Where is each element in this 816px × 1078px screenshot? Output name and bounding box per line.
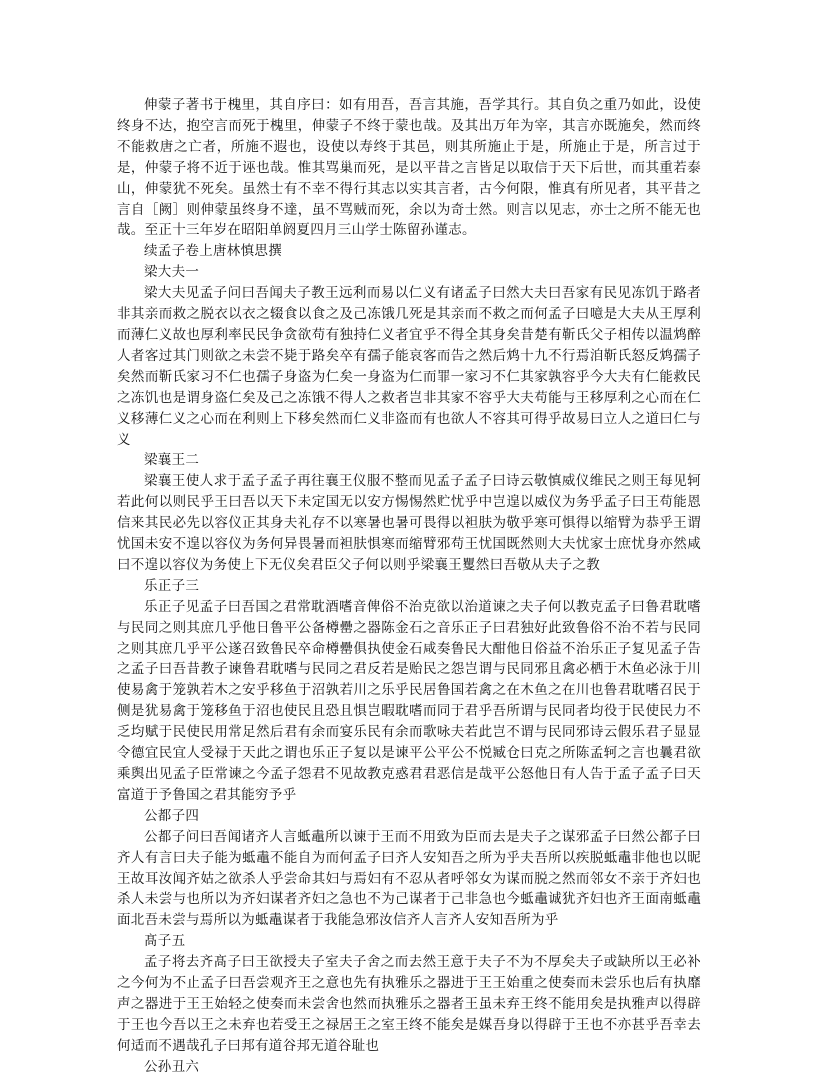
section-title: 梁襄王二 <box>144 452 200 469</box>
section-title: 公都子四 <box>144 807 200 824</box>
section-title: 公孙丑六 <box>144 1058 200 1075</box>
section-title: 乐正子三 <box>144 577 200 594</box>
section-text: 梁大夫见孟子问曰吾闻夫子教王远利而易以仁义有诸孟子曰然大夫曰吾家有民见冻饥于路者非其亲而救之脱衣以衣之辍食以食之及己冻饿几死是其亲而不救之而何孟子曰噫是大夫从王厚利而薄仁义故也厚利率民民争贪欲苟有独持仁义者宜乎不得全其身矣昔楚有靳氏父子相传以温鸩醉人者客过其门则欲之未尝不毙于路矣卒有孺子能哀客而告之然后鸩十九不行焉洎靳氏怒反鸩孺子矣然而靳氏家习不仁也孺子身盗为仁矣一身盗为仁而罪一家习不仁其家孰容乎今大夫有仁能救民之冻饥也是谓身盗仁矣及己之冻饿不得人之救者岂非其家不容乎大夫苟能与王移厚利之心而在仁义移薄仁义之心而在利则上下移矣然而仁义非盗而有也欲人不容其可得乎故易曰立人之道曰仁与义 <box>117 285 701 448</box>
document-page <box>117 95 701 1078</box>
section-title: 梁大夫一 <box>144 264 200 281</box>
section-text: 乐正子见孟子曰吾国之君常耽酒嗜音俾俗不治克欲以治道谏之夫子何以教克孟子曰鲁君耽嗜与民同之则其庶几乎他日鲁平公备樽罍之器陈金石之音乐正子曰君独好此致鲁俗不治不若与民同之则其庶几乎平公遂召致鲁民卒命樽罍俱执使金石咸奏鲁民大酣他日俗益不治乐正子复见孟子告之孟子曰吾昔教子谏鲁君耽嗜与民同之君反若是贻民之怨岂谓与民同邪且禽必栖于木鱼必泳于川使易禽于笼孰若木之安乎移鱼于沼孰若川之乐乎民居鲁国若禽之在木鱼之在川也鲁君耽嗜召民于侧是犹易禽于笼移鱼于沼也使民且恐且惧岂暇耽嗜而同于君乎吾所谓与民同者均役于民使民力不乏均赋于民使民用常足然后君有余而宴乐民有余而歌咏夫若此岂不谓与民同邪诗云假乐君子显显令德宜民宜人受禄于天此之谓也乐正子复以是谏平公平公不悦臧仓曰克之所陈孟轲之言也曩君欲乘舆出见孟子臣常谏之今孟子怨君不见故教克惑君君恶信是哉平公怒他日有人告于孟子孟子曰天富道于予鲁国之君其能穷予乎 <box>117 598 701 803</box>
section-title: 髙子五 <box>144 933 186 950</box>
section-text: 公都子问曰吾闻诸齐人言蚳鼃所以谏于王而不用致为臣而去是夫子之谋邪孟子曰然公都子曰齐人有言曰夫子能为蚳鼃不能自为而何孟子曰齐人安知吾之所为乎夫吾所以疾脱蚳鼃非他也以昵王故耳汝闻齐姑之欲杀人乎尝命其妇与焉妇有不忍从者呼邻女为谋而脱之然而邻女不亲于齐妇也杀人未尝与也所以为齐妇谋者齐妇之急也不为己谋者于己非急也今蚳鼃诚犹齐妇也齐王面南蚳鼃面北吾未尝与焉所以为蚳鼃谋者于我能急邪汝信齐人言齐人安知吾所为乎 <box>117 828 701 929</box>
volume-title: 续孟子卷上唐林慎思撰 <box>144 243 282 260</box>
section-text: 梁襄王使人求于孟子孟子再往襄王仪服不整而见孟子孟子曰诗云敬慎威仪维民之则王每见轲若此何以则民乎王曰吾以天下未定国无以安方惕惕然贮忧乎中岂遑以威仪为务乎孟子曰王苟能恩信来其民必先以容仪正其身夫礼存不以寒暑也暑可畏得以袒肤为敬乎寒可惧得以缩臂为恭乎王谓忧国未安不遑以容仪为务何异畏暑而袒肤惧寒而缩臂邪苟王忧国既然则大夫忧家士庶忧身亦然咸曰不遑以容仪为务使上下无仪矣君臣父子何以则乎梁襄王矍然曰吾敬从夫子之教 <box>117 473 701 573</box>
section-text: 孟子将去齐髙子曰王欲授夫子室夫子舍之而去然王意于夫子不为不厚矣夫子或缺所以王必补之今何为不止孟子曰吾尝观齐王之意也先有执雅乐之器进于王王始重之使奏而未尝乐也后有执靡声之器进于王王始轻之使奏而未尝舍也然而执雅乐之器者王虽未弃王终不能用矣是执雅声以得辟于王也今吾以王之未弃也若受王之禄居王之室王终不能矣是媒吾身以得辟于王也不亦甚乎吾幸去何适而不遇哉孔子曰邦有道谷邦无道谷耻也 <box>117 954 701 1054</box>
preface-paragraph: 伸蒙子著书于槐里，其自序曰：如有用吾，吾言其施，吾学其行。其自负之重乃如此，设使终身不达，抱空言而死于槐里，伸蒙子不终于蒙也哉。及其出万年为宰，其言亦既施矣，然而终不能救唐之亡者，所施不遐也，设使以寿终于其邑，则其所施止于是，所施止于是，所言过于是，仲蒙子将不近于诬也哉。惟其骂巢而死，是以平昔之言皆足以取信于天下后世，而其重若泰山，伸蒙犹不死矣。虽然士有不幸不得行其志以实其言者，古今何限，惟真有所见者，其平昔之言自［阙］则伸蒙虽终身不達，虽不骂贼而死，余以为奇士然。则言以见志，亦士之所不能无也哉。至正十三年岁在昭阳单阏夏四月三山学士陈留孙谨志。 <box>117 97 701 239</box>
